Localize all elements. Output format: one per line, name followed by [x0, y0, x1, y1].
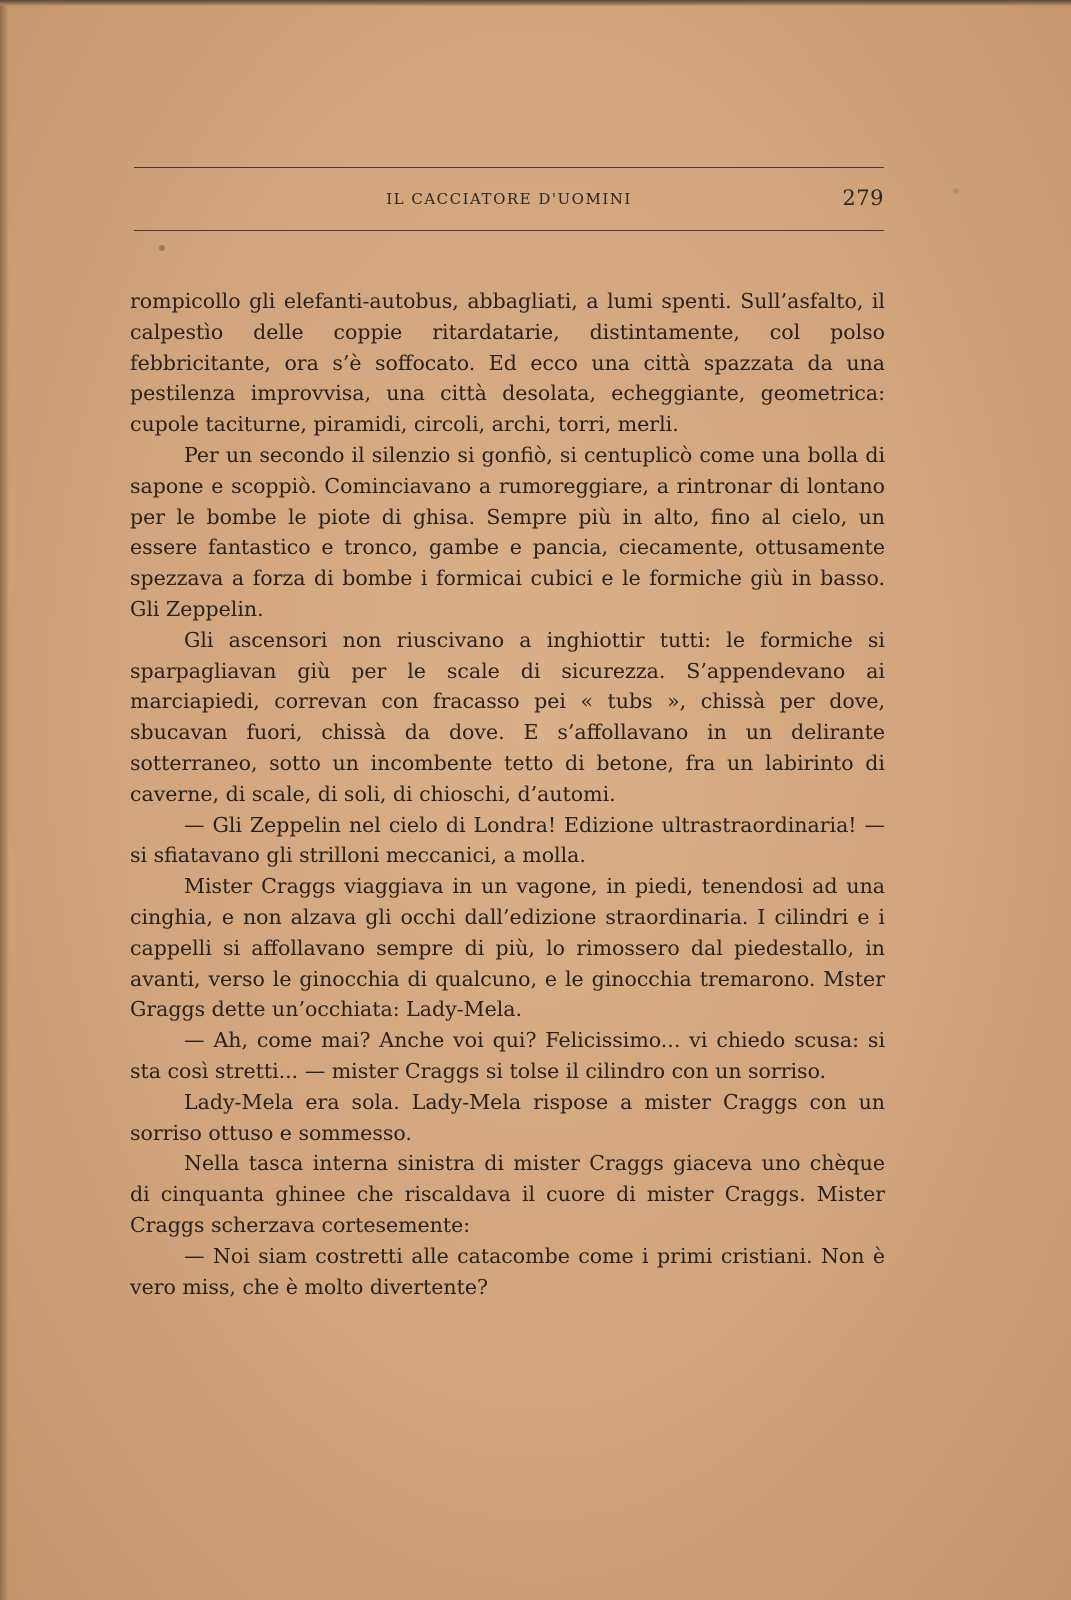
- paragraph: Mister Craggs viaggiava in un vagone, in piedi, tenendosi ad una cinghia, e non alzava gli occhi dall’edizione straordinaria. I cilindri e i cappelli si affollavano sempre di più, lo rimossero dal piedestallo, in avanti, verso le ginocchia di qualcuno, e le ginocchia tremarono. Mster Graggs dette un’occhiata: Lady-Mela.: [130, 874, 885, 1022]
- page-number: 279: [842, 186, 884, 210]
- paragraph: — Noi siam costretti alle catacombe come i primi cristiani. Non è vero miss, che è molto divertente?: [130, 1243, 885, 1299]
- running-head: [134, 186, 884, 216]
- paragraph: Lady-Mela era sola. Lady-Mela rispose a mister Craggs con un sorriso ottuso e sommesso.: [130, 1089, 885, 1145]
- paragraph: rompicollo gli elefanti-autobus, abbagliati, a lumi spenti. Sull’asfalto, il calpestìo delle coppie ritardatarie, distintamente, col polso febbricitante, ora s’è soffocato. Ed ecco una città spazzata da una pestilenza improvvisa, una città desolata, echeggiante, geometrica: cupole taciturne, piramidi, circoli, archi, torri, merli.: [130, 289, 885, 437]
- paragraph: Nella tasca interna sinistra di mister Craggs giaceva uno chèque di cinquanta ghinee che riscaldava il cuore di mister Craggs. Mister Craggs scherzava cortesemente:: [130, 1151, 885, 1237]
- header-rule-bottom: [134, 230, 884, 231]
- running-title: IL CACCIATORE D'UOMINI: [386, 190, 632, 208]
- paragraph: Gli ascensori non riuscivano a inghiottir tutti: le formiche si sparpagliavan giù per le scale di sicurezza. S’appendevano ai marciapiedi, correvan con fracasso pei « tubs », chissà per dove, sbucavan fuori, chissà da dove. E s’affollavano in un delirante sotterraneo, sotto un incombente tetto di betone, fra un labirinto di caverne, di scale, di soli, di chioschi, d’automi.: [130, 627, 885, 806]
- page-left-edge: [0, 0, 9, 1600]
- ink-spot: [159, 245, 165, 251]
- paragraph: — Ah, come mai? Anche voi qui? Felicissimo... vi chiedo scusa: si sta così stretti... — mister Craggs si tolse il cilindro con un sorriso.: [130, 1028, 885, 1083]
- ink-spot: [953, 188, 959, 194]
- paragraph: — Gli Zeppelin nel cielo di Londra! Edizione ultrastraordinaria! — si sfiatavano gli strilloni meccanici, a molla.: [130, 812, 885, 868]
- page-top-edge: [0, 0, 1071, 6]
- paragraph: Per un secondo il silenzio si gonfiò, si centuplicò come una bolla di sapone e scoppiò. Cominciavano a rumoreggiare, a rintronar di lontano per le bombe le piote di ghisa. Sempre più in alto, fino al cielo, un essere fantastico e tronco, gambe e pancia, ciecamente, ottusamente spezzava a forza di bombe i formicai cubici e le formiche giù in basso. Gli Zeppelin.: [130, 442, 885, 621]
- header-rule-top: [134, 167, 884, 168]
- body-text: [130, 286, 885, 1302]
